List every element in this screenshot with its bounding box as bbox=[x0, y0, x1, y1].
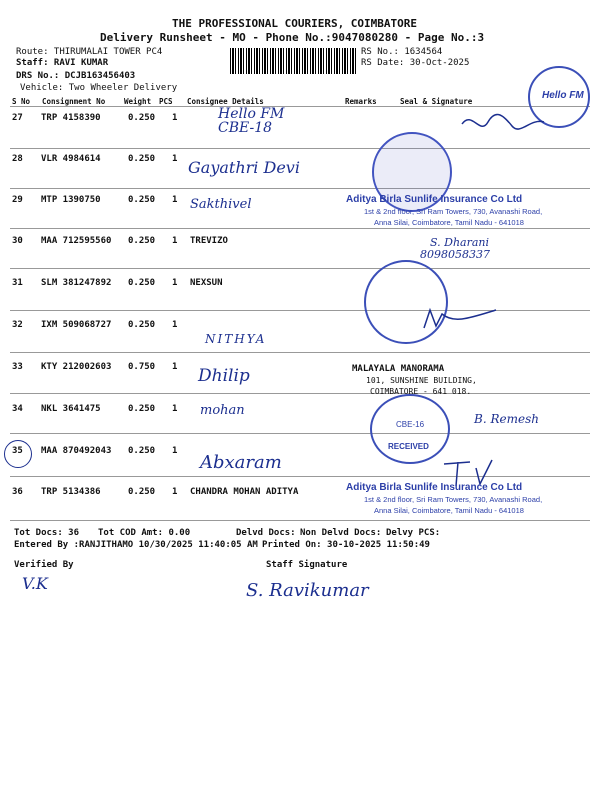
row-pcs: 1 bbox=[172, 404, 178, 414]
row-divider bbox=[10, 310, 590, 311]
signature-scribble bbox=[458, 108, 548, 138]
row-handwritten: Abxaram bbox=[200, 452, 282, 473]
row-divider bbox=[10, 393, 590, 394]
row-divider bbox=[10, 148, 590, 149]
barcode bbox=[230, 48, 358, 74]
dharani-signature: S. Dharani bbox=[430, 236, 490, 249]
row-sno: 36 bbox=[12, 487, 23, 497]
received-seal-text: RECEIVED bbox=[388, 442, 429, 451]
row-consignment: NKL 3641475 bbox=[41, 404, 101, 414]
received-seal-code: CBE-16 bbox=[396, 420, 425, 429]
staff: Staff: RAVI KUMAR bbox=[16, 58, 109, 68]
page-subtitle: Delivery Runsheet - MO - Phone No.:9047080280 - Page No.:3 bbox=[100, 31, 485, 44]
col-seal-signature: Seal & Signature bbox=[400, 97, 473, 106]
vehicle: Vehicle: Two Wheeler Delivery bbox=[20, 83, 178, 93]
aditya-stamp-1-name: Aditya Birla Sunlife Insurance Co Ltd bbox=[346, 194, 523, 205]
delivered-pcs: Delvy PCS: bbox=[386, 528, 441, 538]
drs-number: DRS No.: DCJB163456403 bbox=[16, 71, 136, 81]
row-pcs: 1 bbox=[172, 487, 178, 497]
row-divider bbox=[10, 520, 590, 521]
delivered-docs: Delvd Docs: bbox=[236, 528, 296, 538]
hello-fm-text: Hello FM bbox=[542, 90, 584, 101]
row-consignment: MAA 712595560 bbox=[41, 236, 112, 246]
col-remarks: Remarks bbox=[345, 97, 377, 106]
remesh-signature: B. Remesh bbox=[474, 412, 539, 426]
signature-scribble bbox=[420, 304, 500, 334]
row-pcs: 1 bbox=[172, 320, 178, 330]
verifier-signature: V.K bbox=[22, 574, 48, 593]
printed-on: Printed On: 30-10-2025 11:50:49 bbox=[262, 540, 430, 550]
aditya-stamp-2-city: Anna Silai, Coimbatore, Tamil Nadu - 641018 bbox=[374, 506, 524, 515]
row-consignment: IXM 509068727 bbox=[41, 320, 112, 330]
row-handwritten: Sakthivel bbox=[190, 197, 252, 212]
staff-signature: S. Ravikumar bbox=[246, 580, 369, 601]
row-sno: 34 bbox=[12, 404, 23, 414]
row-handwritten: NITHYA bbox=[205, 332, 267, 346]
non-delivered-docs: Non Delvd Docs: bbox=[300, 528, 382, 538]
rs-date: RS Date: 30-Oct-2025 bbox=[361, 58, 470, 68]
row-consignee: CHANDRA MOHAN ADITYA bbox=[190, 487, 299, 497]
col-consignee: Consignee Details bbox=[187, 97, 264, 106]
row-sno: 33 bbox=[12, 362, 23, 372]
rs-number: RS No.: 1634564 bbox=[361, 47, 443, 57]
aditya-stamp-2-address: 1st & 2nd floor, Sri Ram Towers, 730, Avanashi Road, bbox=[364, 495, 543, 504]
total-cod-amount: Tot COD Amt: 0.00 bbox=[98, 528, 191, 538]
row-weight: 0.250 bbox=[128, 113, 156, 123]
row-divider bbox=[10, 228, 590, 229]
row-pcs: 1 bbox=[172, 362, 178, 372]
malayala-stamp-name: MALAYALA MANORAMA bbox=[352, 364, 445, 374]
row-consignment: KTY 212002603 bbox=[41, 362, 112, 372]
col-weight: Weight bbox=[124, 97, 152, 106]
row-pcs: 1 bbox=[172, 154, 178, 164]
row-pcs: 1 bbox=[172, 195, 178, 205]
col-consignment: Consignment No bbox=[42, 97, 106, 106]
route: Route: THIRUMALAI TOWER PC4 bbox=[16, 47, 163, 57]
row-consignment: TRP 4158390 bbox=[41, 113, 101, 123]
col-sno: S No bbox=[12, 97, 31, 106]
col-pcs: PCS bbox=[159, 97, 173, 106]
row-weight: 0.250 bbox=[128, 320, 156, 330]
row-consignment: MAA 870492043 bbox=[41, 446, 112, 456]
dharani-phone: 8098058337 bbox=[420, 248, 490, 261]
row-handwritten: Dhilip bbox=[198, 366, 250, 386]
row-divider bbox=[10, 352, 590, 353]
row-weight: 0.250 bbox=[128, 195, 156, 205]
row-divider bbox=[10, 268, 590, 269]
aditya-stamp-1-address: 1st & 2nd floor, Sri Ram Towers, 730, Avanashi Road, bbox=[364, 207, 543, 216]
row-consignment: VLR 4984614 bbox=[41, 154, 101, 164]
total-docs: Tot Docs: 36 bbox=[14, 528, 80, 538]
row-weight: 0.250 bbox=[128, 236, 156, 246]
row-consignment: SLM 381247892 bbox=[41, 278, 112, 288]
row-pcs: 1 bbox=[172, 278, 178, 288]
row-pcs: 1 bbox=[172, 236, 178, 246]
row-sno: 27 bbox=[12, 113, 23, 123]
received-seal bbox=[370, 394, 450, 464]
row-pcs: 1 bbox=[172, 113, 178, 123]
row-pcs: 1 bbox=[172, 446, 178, 456]
row-consignee: NEXSUN bbox=[190, 278, 223, 288]
row-consignment: TRP 5134386 bbox=[41, 487, 101, 497]
row-divider bbox=[10, 188, 590, 189]
row-weight: 0.750 bbox=[128, 362, 156, 372]
row-sno: 29 bbox=[12, 195, 23, 205]
malayala-stamp-city: COIMBATORE - 641 018. bbox=[370, 387, 472, 396]
row-sno: 30 bbox=[12, 236, 23, 246]
header-divider bbox=[10, 106, 590, 107]
verified-by-label: Verified By bbox=[14, 560, 74, 570]
row-divider bbox=[10, 476, 590, 477]
row-weight: 0.250 bbox=[128, 154, 156, 164]
row-divider bbox=[10, 433, 590, 434]
row-sno: 28 bbox=[12, 154, 23, 164]
entered-by: Entered By :RANJITHAMO 10/30/2025 11:40:05 AM bbox=[14, 540, 258, 550]
row-handwritten: Gayathri Devi bbox=[188, 158, 300, 177]
row-weight: 0.250 bbox=[128, 487, 156, 497]
row-weight: 0.250 bbox=[128, 404, 156, 414]
row-consignment: MTP 1390750 bbox=[41, 195, 101, 205]
staff-signature-label: Staff Signature bbox=[266, 560, 348, 570]
aditya-stamp-1-city: Anna Silai, Coimbatore, Tamil Nadu - 641018 bbox=[374, 218, 524, 227]
row-sno: 32 bbox=[12, 320, 23, 330]
page-title: THE PROFESSIONAL COURIERS, COIMBATORE bbox=[172, 17, 418, 30]
row-sno: 35 bbox=[12, 446, 23, 456]
row-handwritten: mohan bbox=[200, 403, 245, 418]
row-consignee: TREVIZO bbox=[190, 236, 228, 246]
row-weight: 0.250 bbox=[128, 446, 156, 456]
row-sno: 31 bbox=[12, 278, 23, 288]
row-handwritten: Hello FM CBE-18 bbox=[218, 106, 285, 136]
aditya-stamp-2-name: Aditya Birla Sunlife Insurance Co Ltd bbox=[346, 482, 523, 493]
row-weight: 0.250 bbox=[128, 278, 156, 288]
malayala-stamp-address: 101, SUNSHINE BUILDING, bbox=[366, 376, 477, 385]
